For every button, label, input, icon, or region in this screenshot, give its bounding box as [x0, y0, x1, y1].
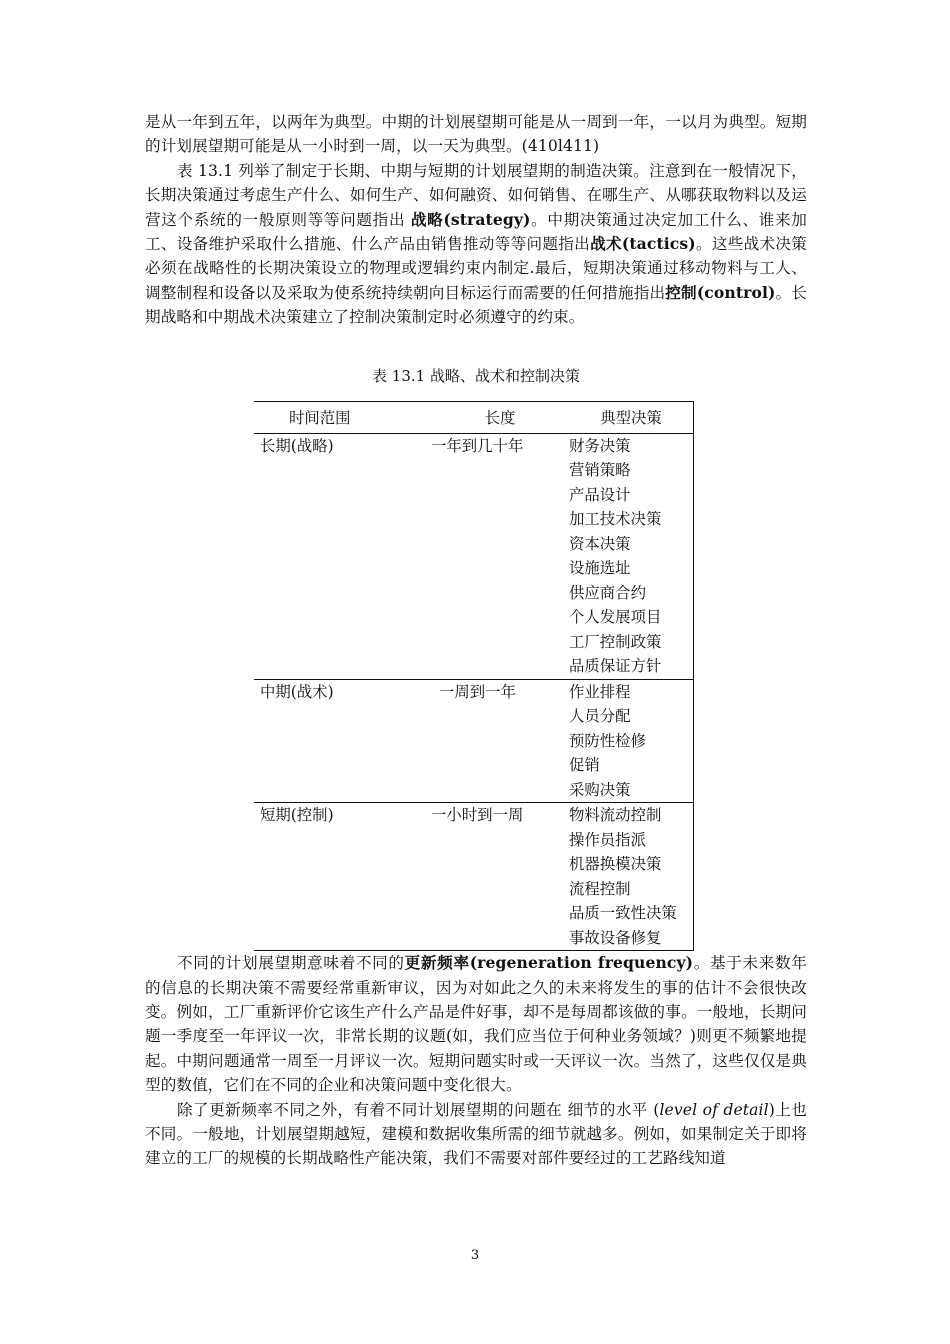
cell-length: 一小时到一周 [431, 803, 569, 951]
text-run: 表 13.1 列举了制定于长期、中期与短期的计划展望期的制造决策。注意到在一般情况下，长期决策通过考虑生产什么、如何生产、如何融资、如何销售、在哪生产、从哪获取物料以及运营这个系统的一般原则等等问题指出 [145, 161, 807, 229]
decision-item: 个人发展项目 [569, 608, 662, 627]
term-control: 控制(control) [665, 282, 776, 302]
text-run: 。中期决策通过决定加工什么、谁来加工、设备维护采取什么措施、什么产品由销售推动等等问题指出 [145, 210, 807, 254]
decision-item: 产品设计 [569, 485, 631, 504]
table-row [254, 679, 694, 803]
paragraph-continuation [145, 110, 807, 159]
term-strategy: 战略(strategy) [410, 209, 531, 229]
decision-item: 资本决策 [569, 534, 631, 553]
decision-item: 品质保证方针 [569, 657, 662, 676]
decision-table [254, 401, 694, 952]
header-length: 长度 [431, 401, 569, 433]
text-run: 。这些战术决策必须在战略性的长期决策设立的物理或逻辑约束内制定.最后，短期决策通过移动物料与工人、调整制程和设备以及采取为使系统持续朝向目标运行而需要的任何措施指出 [145, 235, 808, 302]
cell-range: 短期(控制) [254, 803, 431, 951]
cell-decisions [569, 803, 694, 951]
decision-item: 人员分配 [569, 707, 631, 726]
term-regeneration-frequency: 更新频率(regeneration frequency) [404, 953, 694, 973]
decision-item: 流程控制 [569, 879, 631, 898]
paragraph-regeneration-frequency [145, 951, 807, 1097]
paragraph-text: 是从一年到五年，以两年为典型。中期的计划展望期可能是从一周到一年，一以月为典型。短期的计划展望期可能是从一小时到一周，以一天为典型。(410l411) [145, 113, 807, 156]
decision-item: 操作员指派 [569, 830, 646, 849]
decision-item: 物料流动控制 [569, 806, 662, 825]
decision-item: 营销策略 [569, 461, 631, 480]
paragraph-table-intro [145, 159, 807, 330]
document-page [145, 110, 807, 1171]
decision-item: 机器换模决策 [569, 855, 662, 874]
cell-range: 中期(战术) [254, 679, 431, 803]
paragraph-level-of-detail [145, 1098, 807, 1171]
cell-decisions [569, 433, 694, 679]
decision-item: 预防性检修 [569, 731, 646, 750]
text-run: 。长期战略和中期战术决策建立了控制决策制定时必须遵守的约束。 [145, 283, 807, 327]
decision-item: 工厂控制政策 [569, 632, 662, 651]
table-header-row [254, 401, 694, 433]
decision-item: 供应商合约 [569, 583, 646, 602]
header-typical-decisions: 典型决策 [569, 401, 694, 433]
text-run: 不同的计划展望期意味着不同的 [177, 954, 405, 973]
decision-item: 事故设备修复 [569, 928, 662, 947]
decision-item: 财务决策 [569, 436, 631, 455]
decision-item: 作业排程 [569, 682, 631, 701]
cell-length: 一周到一年 [431, 679, 569, 803]
cell-decisions [569, 679, 694, 803]
term-tactics: 战术(tactics) [590, 234, 696, 254]
text-run: 除了更新频率不同之外，有着不同计划展望期的问题在 细节的水平 ( [177, 1100, 660, 1119]
cell-range: 长期(战略) [254, 433, 431, 679]
text-run: 。基于未来数年的信息的长期决策不需要经常重新审议，因为对如此之久的未来将发生的事的估计不会很快改变。例如，工厂重新评价它该生产什么产品是件好事，却不是每周都该做的事。一般地，长期问题一季度至一年评议一次，非常长期的议题(如，我们应当位于何种业务领域？)则更不频繁地提起。中期问题通常一周至一月评议一次。短期问题实时或一天评议一次。当然了，这些仅仅是典型的数值，它们在不同的企业和决策问题中变化很大。 [145, 954, 807, 1095]
decision-item: 加工技术决策 [569, 510, 662, 529]
term-level-of-detail: level of detail [659, 1100, 769, 1119]
decision-item: 采购决策 [569, 780, 631, 799]
decision-item: 设施选址 [569, 559, 631, 578]
page-number: 3 [470, 1248, 480, 1263]
decision-item: 促销 [569, 756, 600, 775]
header-time-range: 时间范围 [254, 401, 431, 433]
table-row [254, 433, 694, 679]
decision-item: 品质一致性决策 [569, 904, 677, 923]
text-run: )上也不同。一般地，计划展望期越短，建模和数据收集所需的细节就越多。例如，如果制定关于即将建立的工厂的规模的长期战略性产能决策，我们不需要对部件要经过的工艺路线知道 [145, 1100, 808, 1168]
cell-length: 一年到几十年 [431, 433, 569, 679]
table-caption: 表 13.1 战略、战术和控制决策 [372, 366, 580, 385]
table-row [254, 803, 694, 951]
